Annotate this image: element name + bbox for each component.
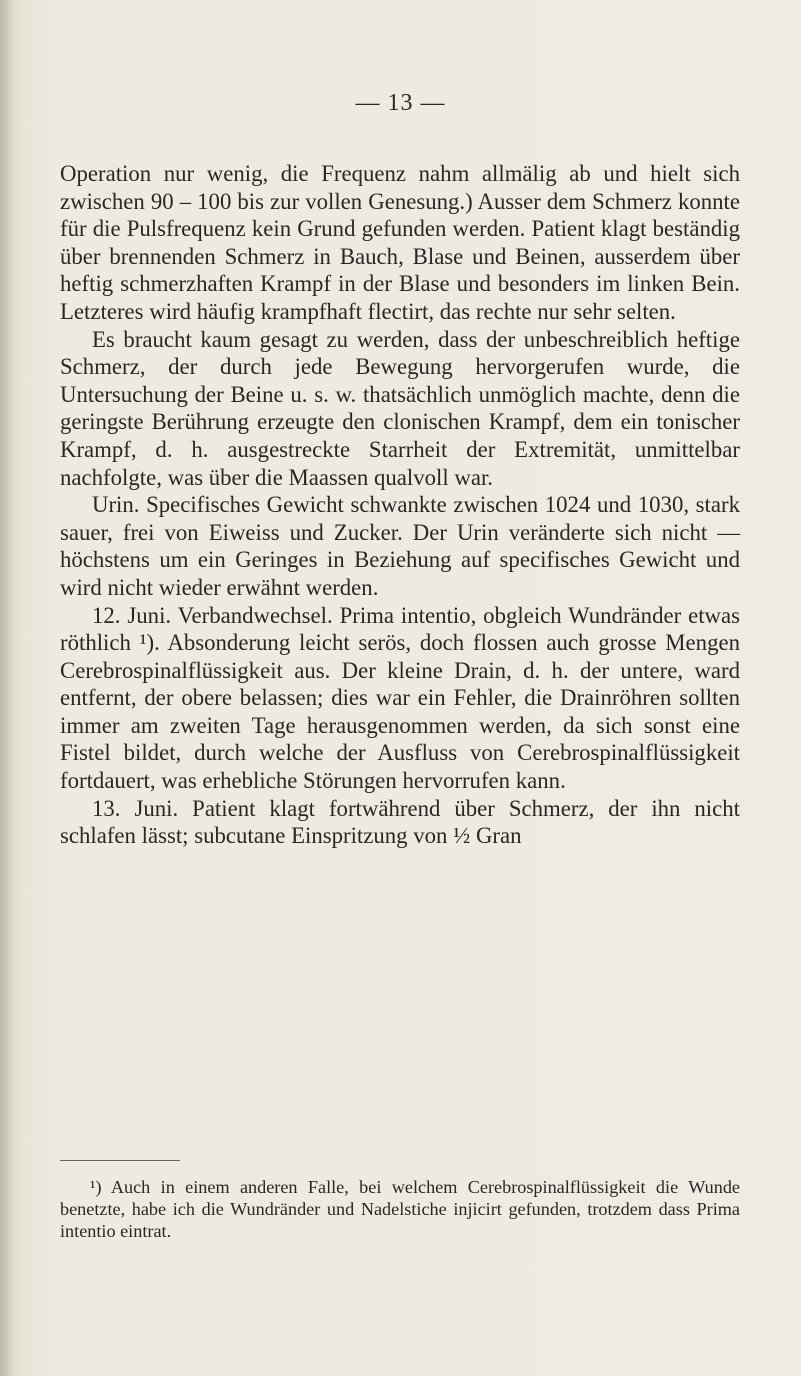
- page-gutter-shadow: [0, 0, 14, 1376]
- footnote: ¹) Auch in einem anderen Falle, bei welchem Cerebrospinalflüssigkeit die Wunde benetzte, habe ich die Wundränder und Nadelstiche injicirt gefunden, trotzdem dass Prima intentio eintrat.: [60, 1177, 740, 1241]
- paragraph: Urin. Specifisches Gewicht schwankte zwischen 1024 und 1030, stark sauer, frei von Eiweiss und Zucker. Der Urin veränderte sich nicht — höchstens um ein Geringes in Beziehung auf specifisches Gewicht und wird nicht wieder erwähnt werden.: [60, 492, 740, 600]
- body-text: [60, 160, 740, 850]
- paragraph: 13. Juni. Patient klagt fortwährend über Schmerz, der ihn nicht schlafen lässt; subcutane Einspritzung von ½ Gran: [60, 795, 740, 849]
- page-number: — 13 —: [355, 90, 446, 116]
- paragraph: Es braucht kaum gesagt zu werden, dass der unbeschreiblich heftige Schmerz, der durch jede Bewegung hervorgerufen wurde, die Untersuchung der Beine u. s. w. thatsächlich unmöglich machte, denn die geringste Berührung erzeugte den clonischen Krampf, dem ein tonischer Krampf, d. h. ausgestreckte Starrheit der Extremität, unmittelbar nachfolgte, was über die Maassen qualvoll war.: [60, 326, 740, 490]
- footnotes: [60, 1176, 740, 1242]
- paragraph: Operation nur wenig, die Frequenz nahm allmälig ab und hielt sich zwischen 90 – 100 bis zur vollen Genesung.) Ausser dem Schmerz konnte für die Pulsfrequenz kein Grund gefunden werden. Patient klagt beständig über brennenden Schmerz in Bauch, Blase und Beinen, ausserdem über heftig schmerzhaften Krampf in der Blase und besonders im linken Bein. Letzteres wird häufig krampfhaft flectirt, das rechte nur sehr selten.: [60, 161, 740, 324]
- paragraph: 12. Juni. Verbandwechsel. Prima intentio, obgleich Wundränder etwas röthlich ¹). Absonderung leicht serös, doch flossen auch grosse Mengen Cerebrospinalflüssigkeit aus. Der kleine Drain, d. h. der untere, ward entfernt, der obere belassen; dies war ein Fehler, die Drainröhren sollten immer am zweiten Tage herausgenommen werden, da sich sonst eine Fistel bildet, durch welche der Ausfluss von Cerebrospinalflüssigkeit fortdauert, was erhebliche Störungen hervorrufen kann.: [60, 602, 740, 794]
- footnote-divider: [60, 1160, 180, 1161]
